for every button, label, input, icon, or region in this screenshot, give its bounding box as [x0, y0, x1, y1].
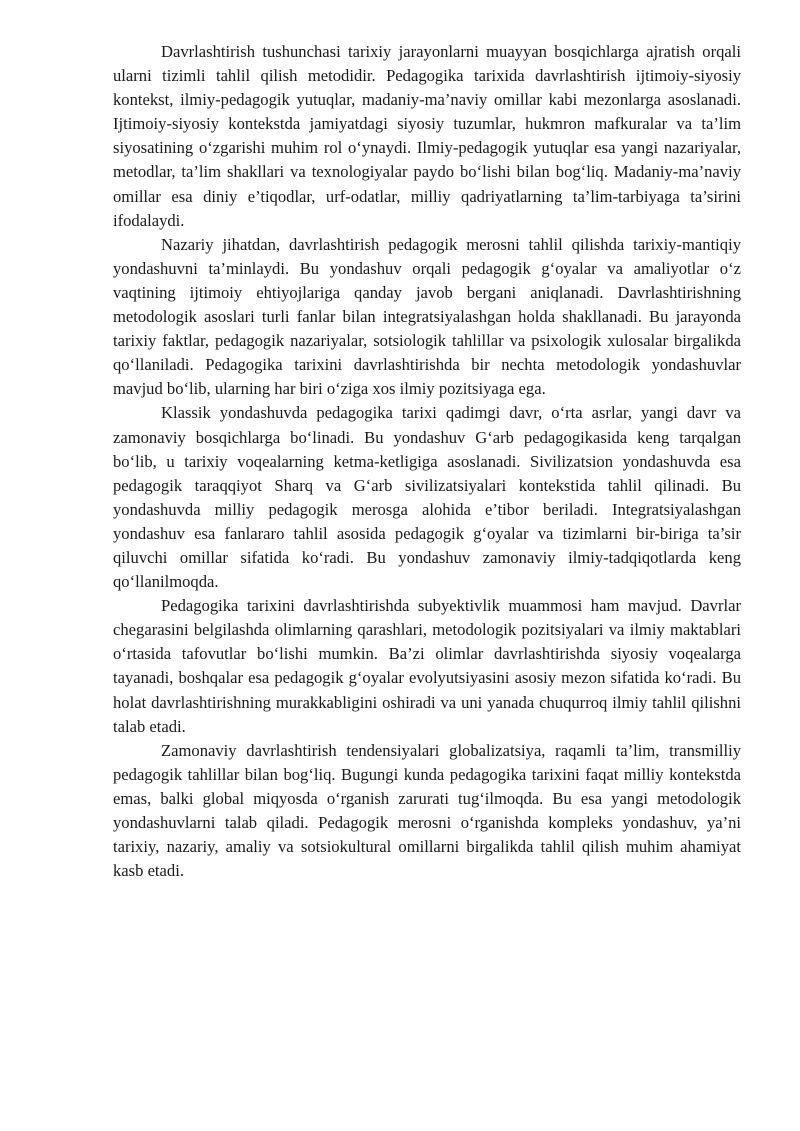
paragraph-4: Pedagogika tarixini davrlashtirishda subyektivlik muammosi ham mavjud. Davrlar chegarasini belgilashda olimlarning qarashlari, metodologik pozitsiyalari va ilmiy maktablari o‘rtasida tafovutlar bo‘lishi mumkin. Ba’zi olimlar davrlashtirishda siyosiy voqealarga tayanadi, boshqalar esa pedagogik g‘oyalar evolyutsiyasini asosiy mezon sifatida ko‘radi. Bu holat davrlashtirishning murakkabligini oshiradi va uni yanada chuqurroq ilmiy tahlil qilishni talab etadi. — [113, 596, 741, 736]
paragraph-1: Davrlashtirish tushunchasi tarixiy jarayonlarni muayyan bosqichlarga ajratish orqali ularni tizimli tahlil qilish metodidir. Pedagogika tarixida davrlashtirish ijtimoiy-siyosiy kontekst, ilmiy-pedagogik yutuqlar, madaniy-ma’naviy omillar kabi mezonlarga asoslanadi. Ijtimoiy-siyosiy kontekstda jamiyatdagi siyosiy tuzumlar, hukmron mafkuralar va ta’lim siyosatining o‘zgarishi muhim rol o‘ynaydi. Ilmiy-pedagogik yutuqlar esa yangi nazariyalar, metodlar, ta’lim shakllari va texnologiyalar paydo bo‘lishi bilan bog‘liq. Madaniy-ma’naviy omillar esa diniy e’tiqodlar, urf-odatlar, milliy qadriyatlarning ta’lim-tarbiyaga ta’sirini ifodalaydi. — [113, 42, 741, 230]
document-page — [113, 40, 741, 883]
paragraph-2: Nazariy jihatdan, davrlashtirish pedagogik merosni tahlil qilishda tarixiy-mantiqiy yondashuvni ta’minlaydi. Bu yondashuv orqali pedagogik g‘oyalar va amaliyotlar o‘z vaqtining ijtimoiy ehtiyojlariga qanday javob bergani aniqlanadi. Davrlashtirishning metodologik asoslari turli fanlar bilan integratsiyalashgan holda shakllanadi. Bu jarayonda tarixiy faktlar, pedagogik nazariyalar, sotsiologik tahlillar va psixologik xulosalar birgalikda qo‘llaniladi. Pedagogika tarixini davrlashtirishda bir nechta metodologik yondashuvlar mavjud bo‘lib, ularning har biri o‘ziga xos ilmiy pozitsiyaga ega. — [113, 234, 741, 399]
paragraph-3: Klassik yondashuvda pedagogika tarixi qadimgi davr, o‘rta asrlar, yangi davr va zamonaviy bosqichlarga bo‘linadi. Bu yondashuv G‘arb pedagogikasida keng tarqalgan bo‘lib, u tarixiy voqealarning ketma-ketligiga asoslanadi. Sivilizatsion yondashuvda esa pedagogik taraqqiyot Sharq va G‘arb sivilizatsiyalari kontekstida tahlil qilinadi. Bu yondashuvda milliy pedagogik merosga alohida e’tibor beriladi. Integratsiyalashgan yondashuv esa fanlararo tahlil asosida pedagogik g‘oyalar va tizimlarni bir-biriga ta’sir qiluvchi omillar sifatida ko‘radi. Bu yondashuv zamonaviy ilmiy-tadqiqotlarda keng qo‘llanilmoqda. — [113, 403, 741, 592]
paragraph-5: Zamonaviy davrlashtirish tendensiyalari globalizatsiya, raqamli ta’lim, transmilliy pedagogik tahlillar bilan bog‘liq. Bugungi kunda pedagogika tarixini faqat milliy kontekstda emas, balki global miqyosda o‘rganish zarurati tug‘ilmoqda. Bu esa yangi metodologik yondashuvlarni talab qiladi. Pedagogik merosni o‘rganishda kompleks yondashuv, ya’ni tarixiy, nazariy, amaliy va sotsiokultural omillarni birgalikda tahlil qilish muhim ahamiyat kasb etadi. — [113, 740, 741, 881]
